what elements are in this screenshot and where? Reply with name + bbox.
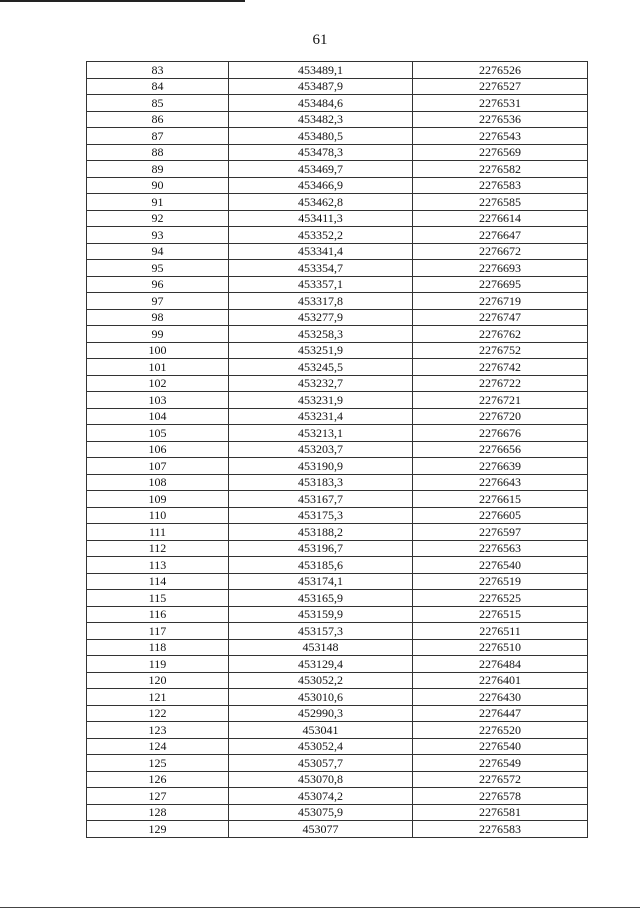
table-row [87,458,588,475]
table-row [87,309,588,326]
x-coordinate-cell: 453052,4 [229,738,413,755]
x-coordinate-cell: 453484,6 [229,95,413,112]
x-coordinate-cell: 453462,8 [229,194,413,211]
point-number-cell: 83 [87,62,229,79]
y-coordinate-cell: 2276615 [413,491,588,508]
y-coordinate-cell: 2276572 [413,771,588,788]
y-coordinate-cell: 2276578 [413,788,588,805]
x-coordinate-cell: 453487,9 [229,78,413,95]
x-coordinate-cell: 453010,6 [229,689,413,706]
x-coordinate-cell: 453245,5 [229,359,413,376]
x-coordinate-cell: 453057,7 [229,755,413,772]
y-coordinate-cell: 2276583 [413,821,588,838]
y-coordinate-cell: 2276536 [413,111,588,128]
point-number-cell: 88 [87,144,229,161]
y-coordinate-cell: 2276742 [413,359,588,376]
y-coordinate-cell: 2276722 [413,375,588,392]
point-number-cell: 96 [87,276,229,293]
table-row [87,128,588,145]
y-coordinate-cell: 2276540 [413,557,588,574]
x-coordinate-cell: 453129,4 [229,656,413,673]
x-coordinate-cell: 453165,9 [229,590,413,607]
x-coordinate-cell: 453188,2 [229,524,413,541]
y-coordinate-cell: 2276656 [413,441,588,458]
point-number-cell: 103 [87,392,229,409]
x-coordinate-cell: 453174,1 [229,573,413,590]
x-coordinate-cell: 453213,1 [229,425,413,442]
table-row [87,672,588,689]
y-coordinate-cell: 2276543 [413,128,588,145]
point-number-cell: 107 [87,458,229,475]
table-row [87,557,588,574]
point-number-cell: 114 [87,573,229,590]
table-row [87,210,588,227]
point-number-cell: 120 [87,672,229,689]
table-row [87,95,588,112]
table-row [87,623,588,640]
table-row [87,62,588,79]
point-number-cell: 106 [87,441,229,458]
table-row [87,293,588,310]
x-coordinate-cell: 453196,7 [229,540,413,557]
table-row [87,243,588,260]
point-number-cell: 87 [87,128,229,145]
point-number-cell: 115 [87,590,229,607]
y-coordinate-cell: 2276484 [413,656,588,673]
x-coordinate-cell: 453317,8 [229,293,413,310]
x-coordinate-cell: 453411,3 [229,210,413,227]
y-coordinate-cell: 2276719 [413,293,588,310]
table-row [87,111,588,128]
x-coordinate-cell: 453469,7 [229,161,413,178]
table-row [87,755,588,772]
table-row [87,573,588,590]
table-row [87,639,588,656]
x-coordinate-cell: 453357,1 [229,276,413,293]
point-number-cell: 122 [87,705,229,722]
table-row [87,276,588,293]
point-number-cell: 104 [87,408,229,425]
point-number-cell: 91 [87,194,229,211]
point-number-cell: 109 [87,491,229,508]
table-row [87,804,588,821]
y-coordinate-cell: 2276401 [413,672,588,689]
point-number-cell: 99 [87,326,229,343]
table-row [87,540,588,557]
table-row [87,375,588,392]
x-coordinate-cell: 453478,3 [229,144,413,161]
table-row [87,408,588,425]
x-coordinate-cell: 453231,4 [229,408,413,425]
table-row [87,771,588,788]
y-coordinate-cell: 2276511 [413,623,588,640]
y-coordinate-cell: 2276510 [413,639,588,656]
x-coordinate-cell: 453075,9 [229,804,413,821]
y-coordinate-cell: 2276597 [413,524,588,541]
point-number-cell: 110 [87,507,229,524]
y-coordinate-cell: 2276583 [413,177,588,194]
point-number-cell: 90 [87,177,229,194]
x-coordinate-cell: 453185,6 [229,557,413,574]
y-coordinate-cell: 2276695 [413,276,588,293]
point-number-cell: 100 [87,342,229,359]
table-row [87,359,588,376]
x-coordinate-cell: 453251,9 [229,342,413,359]
y-coordinate-cell: 2276643 [413,474,588,491]
point-number-cell: 89 [87,161,229,178]
y-coordinate-cell: 2276526 [413,62,588,79]
point-number-cell: 119 [87,656,229,673]
point-number-cell: 125 [87,755,229,772]
x-coordinate-cell: 453070,8 [229,771,413,788]
bottom-rule [0,907,640,908]
point-number-cell: 118 [87,639,229,656]
table-row [87,326,588,343]
point-number-cell: 85 [87,95,229,112]
table-row [87,606,588,623]
x-coordinate-cell: 453277,9 [229,309,413,326]
page-number: 61 [312,32,328,48]
table-row [87,392,588,409]
y-coordinate-cell: 2276585 [413,194,588,211]
point-number-cell: 101 [87,359,229,376]
y-coordinate-cell: 2276531 [413,95,588,112]
x-coordinate-cell: 453480,5 [229,128,413,145]
table-row [87,425,588,442]
y-coordinate-cell: 2276676 [413,425,588,442]
x-coordinate-cell: 453157,3 [229,623,413,640]
point-number-cell: 86 [87,111,229,128]
point-number-cell: 123 [87,722,229,739]
x-coordinate-cell: 453077 [229,821,413,838]
y-coordinate-cell: 2276605 [413,507,588,524]
point-number-cell: 113 [87,557,229,574]
y-coordinate-cell: 2276720 [413,408,588,425]
point-number-cell: 117 [87,623,229,640]
x-coordinate-cell: 453190,9 [229,458,413,475]
x-coordinate-cell: 453232,7 [229,375,413,392]
coordinates-table-body [87,62,588,838]
x-coordinate-cell: 453354,7 [229,260,413,277]
y-coordinate-cell: 2276721 [413,392,588,409]
table-row [87,656,588,673]
x-coordinate-cell: 453231,9 [229,392,413,409]
y-coordinate-cell: 2276447 [413,705,588,722]
y-coordinate-cell: 2276639 [413,458,588,475]
table-row [87,821,588,838]
y-coordinate-cell: 2276614 [413,210,588,227]
x-coordinate-cell: 453159,9 [229,606,413,623]
point-number-cell: 111 [87,524,229,541]
table-row [87,144,588,161]
point-number-cell: 116 [87,606,229,623]
x-coordinate-cell: 453167,7 [229,491,413,508]
y-coordinate-cell: 2276672 [413,243,588,260]
y-coordinate-cell: 2276527 [413,78,588,95]
point-number-cell: 94 [87,243,229,260]
table-row [87,507,588,524]
table-row [87,441,588,458]
x-coordinate-cell: 453074,2 [229,788,413,805]
table-row [87,788,588,805]
y-coordinate-cell: 2276563 [413,540,588,557]
x-coordinate-cell: 453052,2 [229,672,413,689]
table-row [87,260,588,277]
x-coordinate-cell: 453341,4 [229,243,413,260]
y-coordinate-cell: 2276540 [413,738,588,755]
y-coordinate-cell: 2276582 [413,161,588,178]
y-coordinate-cell: 2276752 [413,342,588,359]
coordinates-table [86,61,588,838]
table-row [87,177,588,194]
point-number-cell: 97 [87,293,229,310]
point-number-cell: 129 [87,821,229,838]
x-coordinate-cell: 453148 [229,639,413,656]
table-row [87,738,588,755]
table-row [87,474,588,491]
table-row [87,194,588,211]
point-number-cell: 98 [87,309,229,326]
point-number-cell: 126 [87,771,229,788]
point-number-cell: 95 [87,260,229,277]
table-row [87,590,588,607]
point-number-cell: 121 [87,689,229,706]
top-rule [0,0,245,2]
x-coordinate-cell: 453489,1 [229,62,413,79]
point-number-cell: 93 [87,227,229,244]
point-number-cell: 105 [87,425,229,442]
y-coordinate-cell: 2276515 [413,606,588,623]
y-coordinate-cell: 2276693 [413,260,588,277]
x-coordinate-cell: 453041 [229,722,413,739]
y-coordinate-cell: 2276747 [413,309,588,326]
table-row [87,491,588,508]
table-row [87,705,588,722]
x-coordinate-cell: 453183,3 [229,474,413,491]
point-number-cell: 127 [87,788,229,805]
x-coordinate-cell: 453482,3 [229,111,413,128]
point-number-cell: 128 [87,804,229,821]
y-coordinate-cell: 2276525 [413,590,588,607]
table-row [87,689,588,706]
point-number-cell: 112 [87,540,229,557]
point-number-cell: 108 [87,474,229,491]
y-coordinate-cell: 2276762 [413,326,588,343]
x-coordinate-cell: 453175,3 [229,507,413,524]
table-row [87,342,588,359]
point-number-cell: 92 [87,210,229,227]
y-coordinate-cell: 2276520 [413,722,588,739]
point-number-cell: 124 [87,738,229,755]
x-coordinate-cell: 453203,7 [229,441,413,458]
table-row [87,722,588,739]
table-row [87,227,588,244]
table-row [87,78,588,95]
x-coordinate-cell: 453258,3 [229,326,413,343]
y-coordinate-cell: 2276569 [413,144,588,161]
y-coordinate-cell: 2276647 [413,227,588,244]
y-coordinate-cell: 2276519 [413,573,588,590]
table-row [87,524,588,541]
table-row [87,161,588,178]
y-coordinate-cell: 2276430 [413,689,588,706]
point-number-cell: 84 [87,78,229,95]
x-coordinate-cell: 452990,3 [229,705,413,722]
y-coordinate-cell: 2276549 [413,755,588,772]
x-coordinate-cell: 453352,2 [229,227,413,244]
y-coordinate-cell: 2276581 [413,804,588,821]
x-coordinate-cell: 453466,9 [229,177,413,194]
point-number-cell: 102 [87,375,229,392]
